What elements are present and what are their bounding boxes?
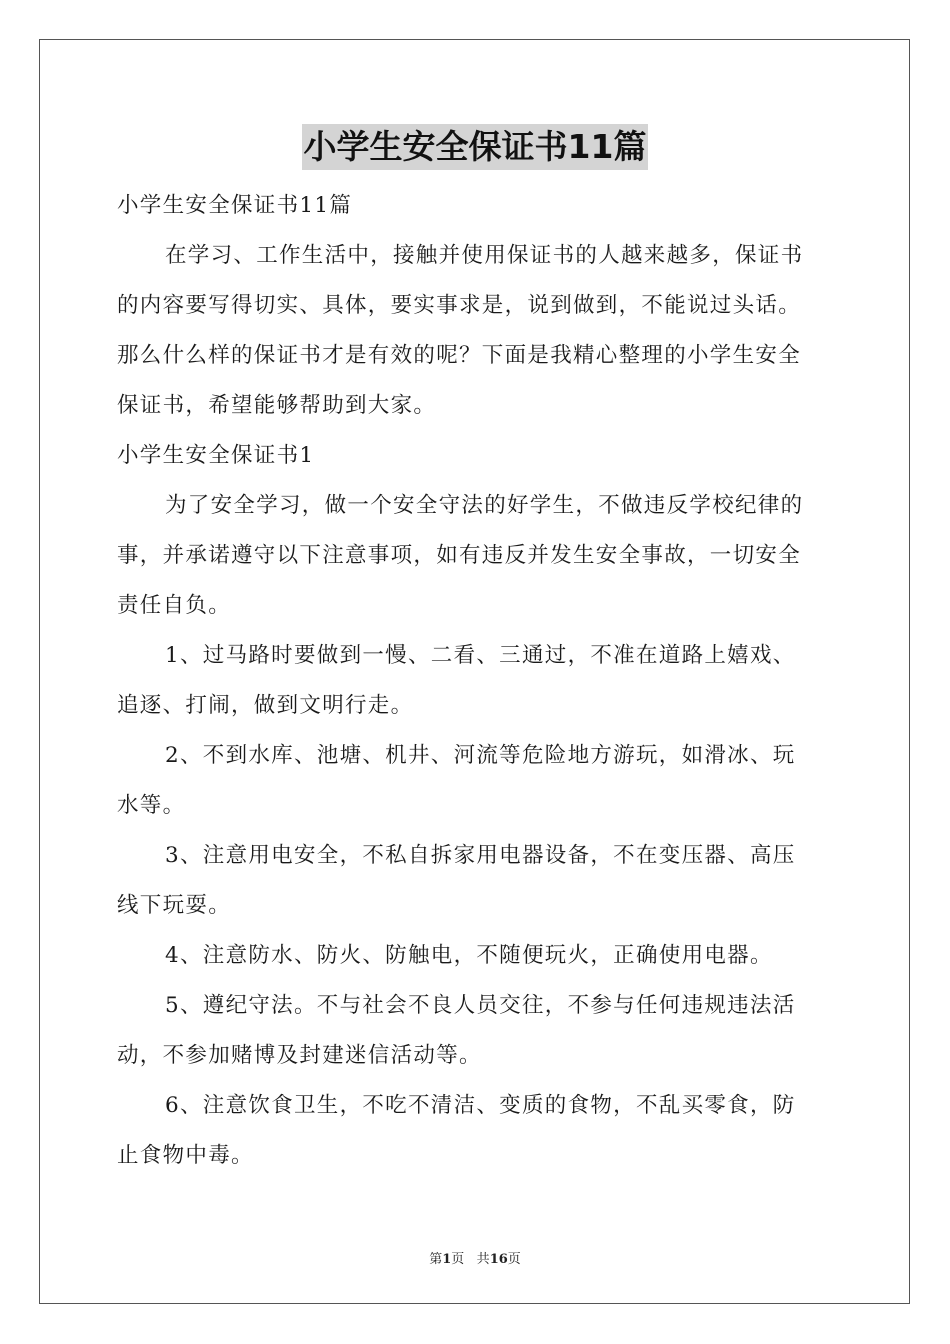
footer-page-number: 1	[442, 1252, 452, 1267]
footer-total-prefix: 共	[476, 1252, 490, 1267]
text-line: 6、注意饮食卫生，不吃不清洁、变质的食物，不乱买零食，防	[165, 1093, 796, 1118]
text-line: 1、过马路时要做到一慢、二看、三通过，不准在道路上嬉戏、	[165, 643, 796, 668]
text-line: 动，不参加赌博及封建迷信活动等。	[117, 1043, 482, 1068]
page-footer	[0, 1248, 950, 1267]
text-line: 事，并承诺遵守以下注意事项，如有违反并发生安全事故，一切安全	[117, 543, 802, 568]
text-line: 的内容要写得切实、具体，要实事求是，说到做到，不能说过头话。	[117, 293, 802, 318]
page-title: 小学生安全保证书11篇	[302, 124, 649, 170]
footer-total-pages: 16	[489, 1252, 508, 1267]
text-line: 在学习、工作生活中，接触并使用保证书的人越来越多，保证书	[165, 243, 804, 268]
text-line: 那么什么样的保证书才是有效的呢？下面是我精心整理的小学生安全	[117, 343, 802, 368]
text-line: 保证书，希望能够帮助到大家。	[117, 393, 437, 418]
text-line: 3、注意用电安全，不私自拆家用电器设备，不在变压器、高压	[165, 843, 796, 868]
document-body	[117, 181, 833, 1181]
text-line: 为了安全学习，做一个安全守法的好学生，不做违反学校纪律的	[165, 493, 804, 518]
text-line: 小学生安全保证书11篇	[117, 193, 353, 218]
text-line: 追逐、打闹，做到文明行走。	[117, 693, 414, 718]
title-container	[0, 124, 950, 170]
text-line: 2、不到水库、池塘、机井、河流等危险地方游玩，如滑冰、玩	[165, 743, 796, 768]
text-line: 4、注意防水、防火、防触电，不随便玩火，正确使用电器。	[165, 943, 773, 968]
text-line: 止食物中毒。	[117, 1143, 254, 1168]
footer-page-suffix: 页	[451, 1252, 465, 1267]
text-line: 线下玩耍。	[117, 893, 232, 918]
text-line: 水等。	[117, 793, 186, 818]
text-line: 小学生安全保证书1	[117, 443, 315, 468]
text-line: 责任自负。	[117, 593, 232, 618]
footer-total-suffix: 页	[507, 1252, 521, 1267]
footer-page-prefix: 第	[429, 1252, 443, 1267]
text-line: 5、遵纪守法。不与社会不良人员交往，不参与任何违规违法活	[165, 993, 796, 1018]
